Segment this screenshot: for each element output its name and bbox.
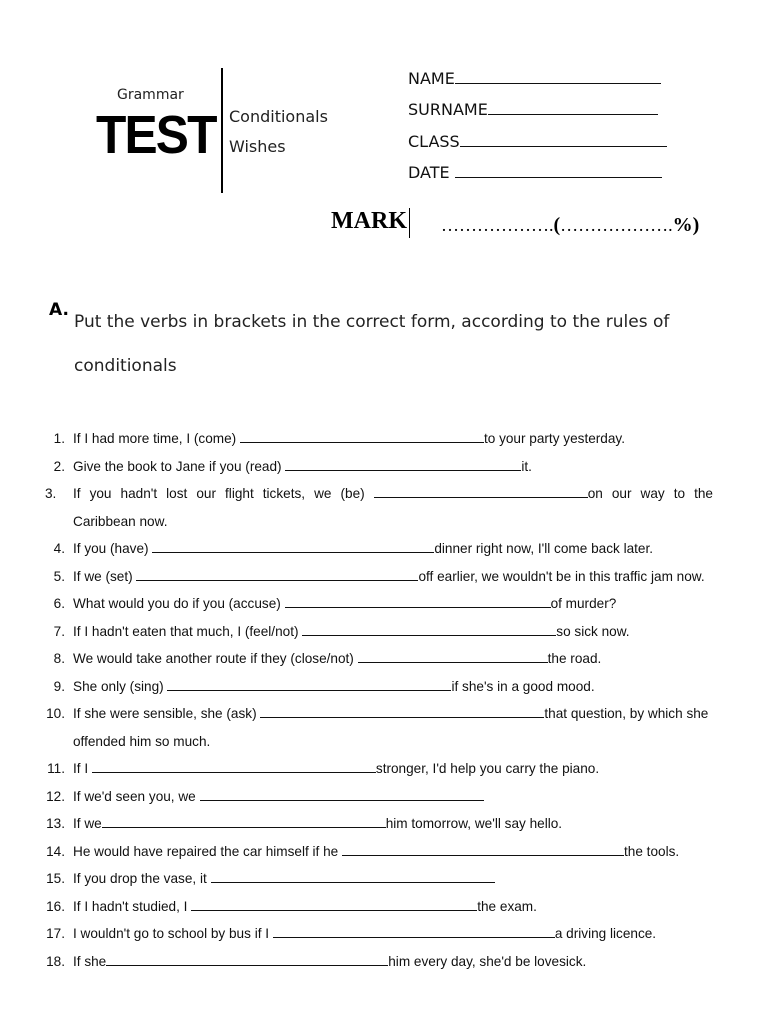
answer-blank[interactable] <box>106 952 388 966</box>
subject-label: Grammar <box>117 87 184 103</box>
topic-conditionals: Conditionals <box>229 107 328 126</box>
class-label: CLASS <box>408 132 460 151</box>
answer-blank[interactable] <box>240 429 484 443</box>
item-number: 7. <box>53 623 65 639</box>
item-text: it. <box>521 458 532 474</box>
item-text: the road. <box>547 651 602 666</box>
item-number: 15. <box>46 871 65 886</box>
name-blank[interactable] <box>455 69 661 84</box>
section-letter: A. <box>49 300 69 320</box>
mark-percent-dots: ………………. <box>560 215 673 235</box>
class-field[interactable] <box>408 132 667 151</box>
item-text: Give the book to Jane if you (read) <box>73 458 286 474</box>
item-text: him tomorrow, we'll say hello. <box>385 816 563 831</box>
item-text: offended him so much. <box>73 733 211 749</box>
section-instruction: Put the verbs in brackets in the correct form, according to the rules of conditionals <box>74 312 670 376</box>
item-text: If you drop the vase, it <box>73 871 211 886</box>
list-item <box>45 425 713 453</box>
date-label: DATE <box>408 163 455 182</box>
item-text: If I had more time, I (come) <box>73 431 240 446</box>
item-number: 14. <box>46 843 65 859</box>
item-text: If I hadn't studied, I <box>73 898 192 914</box>
item-text: If she <box>73 953 107 969</box>
item-number: 4. <box>53 541 65 556</box>
surname-label: SURNAME <box>408 100 488 119</box>
list-item-continuation <box>45 508 713 536</box>
mark-divider <box>409 208 410 238</box>
list-item <box>45 673 713 701</box>
item-number: 10. <box>46 706 65 721</box>
item-text: of murder? <box>550 596 617 611</box>
item-text: She only (sing) <box>73 678 168 694</box>
item-text: if she's in a good mood. <box>451 678 595 694</box>
item-number: 13. <box>46 816 65 831</box>
answer-blank[interactable] <box>200 787 484 801</box>
list-item <box>45 700 713 728</box>
item-number: 5. <box>53 568 65 584</box>
answer-blank[interactable] <box>92 759 376 773</box>
item-text: If she were sensible, she (ask) <box>73 706 261 721</box>
surname-blank[interactable] <box>488 100 658 115</box>
answer-blank[interactable] <box>167 677 451 691</box>
list-item <box>45 590 713 618</box>
list-item <box>45 893 713 921</box>
list-item <box>45 645 713 673</box>
item-text: If you (have) <box>73 541 153 556</box>
item-number: 17. <box>46 926 65 941</box>
list-item <box>45 783 713 811</box>
item-number: 16. <box>46 898 65 914</box>
item-text: If we'd seen you, we <box>73 788 200 804</box>
answer-blank[interactable] <box>374 484 588 498</box>
answer-blank[interactable] <box>273 924 555 938</box>
item-text: off earlier, we wouldn't be in this traffic jam now. <box>418 568 705 584</box>
name-label: NAME <box>408 69 455 88</box>
answer-blank[interactable] <box>136 567 418 581</box>
answer-blank[interactable] <box>342 842 624 856</box>
answer-blank[interactable] <box>152 539 434 553</box>
header-divider <box>221 68 223 193</box>
mark-value[interactable] <box>441 214 699 237</box>
answer-blank[interactable] <box>358 649 548 663</box>
item-number: 6. <box>53 596 65 611</box>
item-text: stronger, I'd help you carry the piano. <box>375 761 600 776</box>
item-number: 1. <box>53 431 65 446</box>
item-text: I wouldn't go to school by bus if I <box>73 926 273 941</box>
list-item <box>45 535 713 563</box>
list-item <box>45 948 713 976</box>
item-text: Caribbean now. <box>73 513 168 529</box>
list-item <box>45 563 713 591</box>
item-number: 11. <box>47 761 65 776</box>
list-item <box>45 920 713 948</box>
answer-blank[interactable] <box>102 814 386 828</box>
item-text: If you hadn't lost our flight tickets, we (be) <box>73 486 374 501</box>
class-blank[interactable] <box>460 132 667 147</box>
item-text: He would have repaired the car himself if he <box>73 843 342 859</box>
item-number: 8. <box>53 651 65 666</box>
item-text: the exam. <box>477 898 537 914</box>
item-text: so sick now. <box>556 623 630 639</box>
answer-blank[interactable] <box>191 897 477 911</box>
exercise-list <box>45 425 713 975</box>
item-text: If I <box>73 761 92 776</box>
answer-blank[interactable] <box>211 869 495 883</box>
item-text: the tools. <box>624 843 680 859</box>
mark-open-paren: ( <box>553 214 561 236</box>
item-number: 18. <box>46 953 65 969</box>
item-text: on our way to the <box>587 486 713 501</box>
list-item <box>45 755 713 783</box>
item-text: dinner right now, I'll come back later. <box>434 541 654 556</box>
item-text: a driving licence. <box>554 926 657 941</box>
date-blank[interactable] <box>455 163 662 178</box>
list-item <box>45 618 713 646</box>
item-text: We would take another route if they (close/not) <box>73 651 358 666</box>
list-item <box>45 838 713 866</box>
surname-field[interactable] <box>408 100 658 119</box>
mark-percent-sign: %) <box>672 214 700 236</box>
item-number: 2. <box>53 458 65 474</box>
answer-blank[interactable] <box>302 622 556 636</box>
item-number: 9. <box>53 678 65 694</box>
item-text: to your party yesterday. <box>483 431 625 446</box>
item-text: What would you do if you (accuse) <box>73 596 285 611</box>
list-item <box>45 480 713 508</box>
item-text: If we <box>73 816 102 831</box>
topic-wishes: Wishes <box>229 137 286 156</box>
list-item-continuation <box>45 728 713 756</box>
item-text: him every day, she'd be lovesick. <box>388 953 587 969</box>
date-field[interactable] <box>408 163 662 182</box>
item-number: 3. <box>45 486 57 501</box>
answer-blank[interactable] <box>260 704 544 718</box>
item-text: If I hadn't eaten that much, I (feel/not) <box>73 623 303 639</box>
list-item <box>45 810 713 838</box>
item-number: 12. <box>46 788 65 804</box>
answer-blank[interactable] <box>285 457 521 471</box>
list-item <box>45 453 713 481</box>
name-field[interactable] <box>408 69 661 88</box>
list-item <box>45 865 713 893</box>
mark-label: MARK <box>331 208 407 234</box>
item-text: that question, by which she <box>544 706 709 721</box>
item-text: If we (set) <box>73 568 137 584</box>
test-title: TEST <box>96 105 216 165</box>
answer-blank[interactable] <box>285 594 551 608</box>
mark-points-dots: ………………. <box>441 215 554 235</box>
